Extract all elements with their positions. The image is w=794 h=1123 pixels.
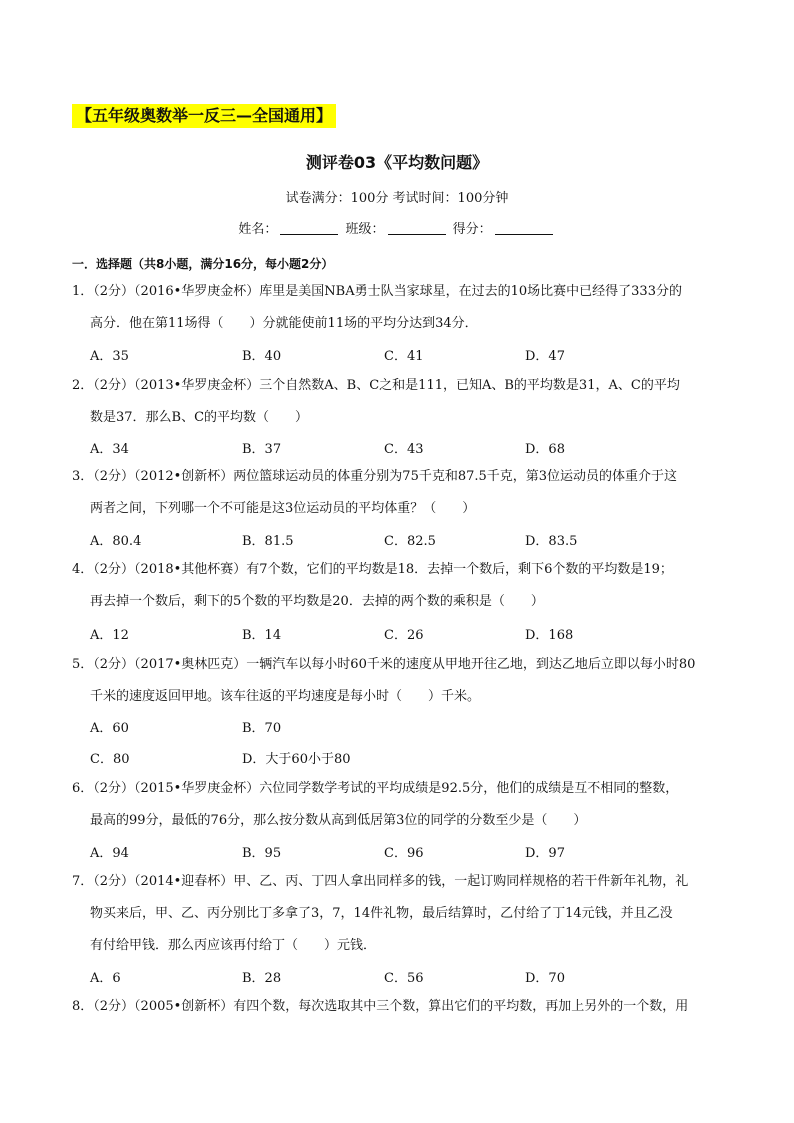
exam-meta: 试卷满分：100分 考试时间：100分钟: [285, 191, 509, 206]
option-a[interactable]: A．35: [90, 349, 129, 364]
option-d[interactable]: D．大于60小于80: [242, 752, 351, 767]
question-text: 8．（2分）（2005•创新杯）有四个数，每次选取其中三个数，算出它们的平均数，再加上另外的一个数，用: [72, 999, 689, 1014]
question-text: 数是37．那么B、C的平均数（ ）: [90, 410, 309, 425]
question-text: 千米的速度返回甲地。该车往返的平均速度是每小时（ ）千米。: [90, 689, 481, 704]
question-text: 4．（2分）（2018•其他杯赛）有7个数，它们的平均数是18．去掉一个数后，剩下6个数的平均数是19；: [72, 562, 673, 577]
question-text: 1．（2分）（2016•华罗庚金杯）库里是美国NBA勇士队当家球星，在过去的10场比赛中已经得了333分的: [72, 284, 682, 299]
question-text: 高分．他在第11场得（ ）分就能使前11场的平均分达到34分．: [90, 316, 478, 331]
option-c[interactable]: C．80: [90, 752, 130, 767]
option-a[interactable]: A．12: [90, 628, 129, 643]
option-a[interactable]: A．34: [90, 442, 129, 457]
option-a[interactable]: A．94: [90, 846, 129, 861]
question-text: 两者之间，下列哪一个不可能是这3位运动员的平均体重？（ ）: [90, 501, 476, 516]
option-b[interactable]: B．40: [242, 349, 282, 364]
question-text: 物买来后，甲、乙、丙分别比丁多拿了3，7，14件礼物，最后结算时，乙付给了丁14元钱，并且乙没: [90, 906, 673, 921]
question-text: 5．（2分）（2017•奥林匹克）一辆汽车以每小时60千米的速度从甲地开往乙地，到达乙地后立即以每小时80: [72, 657, 696, 672]
question-text: 2．（2分）（2013•华罗庚金杯）三个自然数A、B、C之和是111，已知A、B的平均数是31，A、C的平均: [72, 378, 680, 393]
question-3: [72, 468, 724, 532]
question-text: 3．（2分）（2012•创新杯）两位篮球运动员的体重分别为75千克和87.5千克，第3位运动员的体重介于这: [72, 469, 678, 484]
name-label: 姓名：: [238, 222, 278, 237]
option-c[interactable]: C．56: [384, 971, 424, 986]
class-blank[interactable]: [388, 220, 446, 235]
question-text: 有付给甲钱．那么丙应该再付给丁（ ）元钱．: [90, 938, 377, 953]
option-d[interactable]: D．168: [525, 628, 574, 643]
question-6: [72, 780, 724, 844]
option-c[interactable]: C．82.5: [384, 534, 436, 549]
option-b[interactable]: B．37: [242, 442, 282, 457]
question-8: [72, 998, 724, 1030]
question-text: 6．（2分）（2015•华罗庚金杯）六位同学数学考试的平均成绩是92.5分，他们的成绩是互不相同的整数，: [72, 781, 679, 796]
option-d[interactable]: D．83.5: [525, 534, 578, 549]
name-blank[interactable]: [280, 220, 338, 235]
question-5: [72, 656, 724, 720]
option-b[interactable]: B．28: [242, 971, 282, 986]
page-title: 测评卷03《平均数问题》: [305, 153, 489, 172]
option-b[interactable]: B．95: [242, 846, 282, 861]
section-heading: 一．选择题（共8小题，满分16分，每小题2分）: [72, 257, 334, 271]
option-a[interactable]: A．60: [90, 721, 129, 736]
question-1: [72, 283, 724, 347]
option-a[interactable]: A．80.4: [90, 534, 142, 549]
option-d[interactable]: D．47: [525, 349, 565, 364]
class-label: 班级：: [345, 222, 385, 237]
option-c[interactable]: C．41: [384, 349, 424, 364]
student-info-fields: [0, 218, 794, 237]
option-b[interactable]: B．14: [242, 628, 282, 643]
option-a[interactable]: A．6: [90, 971, 121, 986]
question-7: [72, 873, 724, 969]
option-b[interactable]: B．81.5: [242, 534, 294, 549]
question-2: [72, 377, 724, 441]
question-text: 7．（2分）（2014•迎春杯）甲、乙、丙、丁四人拿出同样多的钱，一起订购同样规格的若干件新年礼物，礼: [72, 874, 689, 889]
option-d[interactable]: D．97: [525, 846, 565, 861]
series-banner: 【五年级奥数举一反三—全国通用】: [72, 104, 336, 128]
option-c[interactable]: C．96: [384, 846, 424, 861]
score-blank[interactable]: [495, 220, 553, 235]
option-b[interactable]: B．70: [242, 721, 282, 736]
option-c[interactable]: C．26: [384, 628, 424, 643]
option-d[interactable]: D．70: [525, 971, 565, 986]
score-label: 得分：: [452, 222, 492, 237]
question-4: [72, 561, 724, 625]
question-text: 再去掉一个数后，剩下的5个数的平均数是20．去掉的两个数的乘积是（ ）: [90, 594, 544, 609]
question-text: 最高的99分，最低的76分，那么按分数从高到低居第3位的同学的分数至少是（ ）: [90, 813, 587, 828]
option-d[interactable]: D．68: [525, 442, 565, 457]
option-c[interactable]: C．43: [384, 442, 424, 457]
